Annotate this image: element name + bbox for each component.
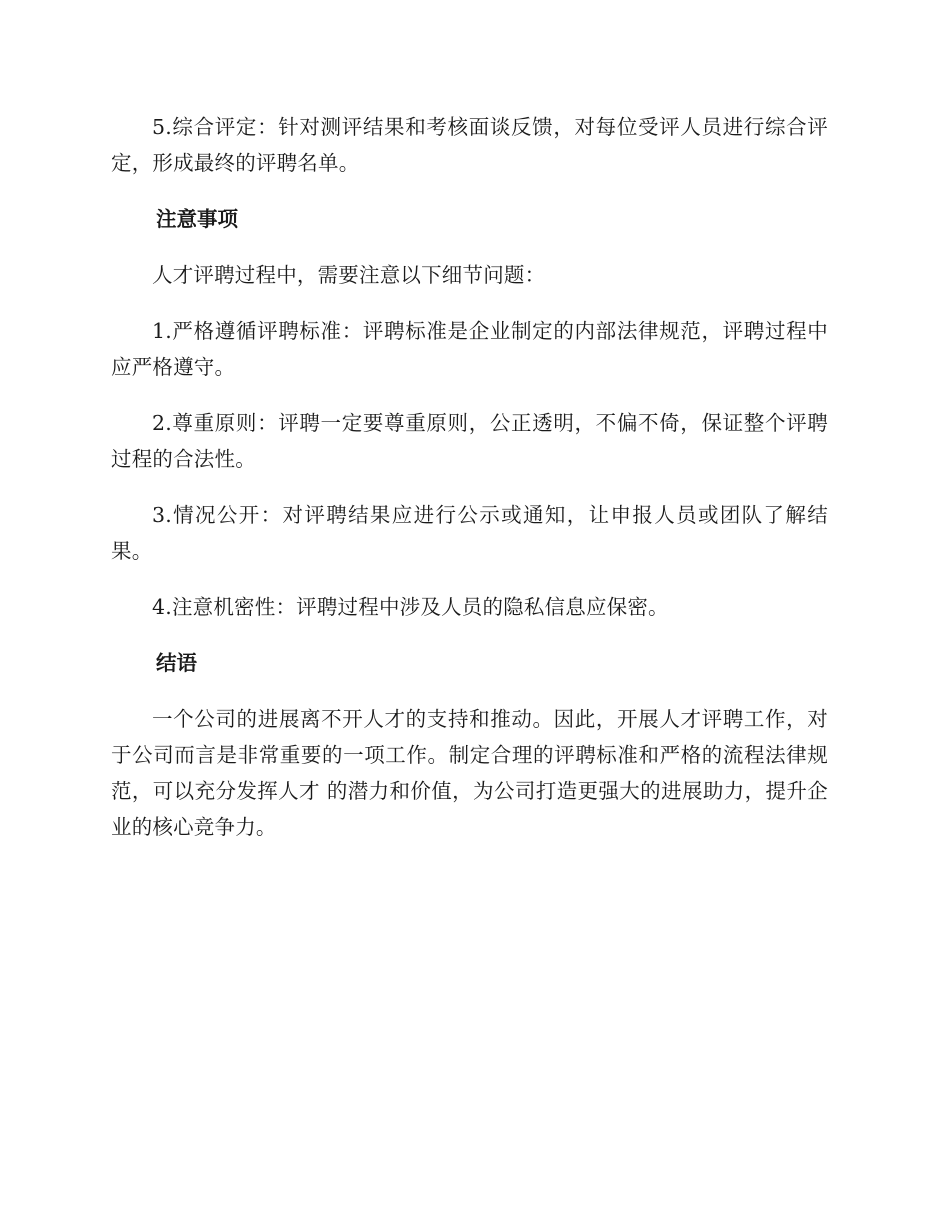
spacer [111,237,828,257]
spacer [111,569,828,589]
paragraph-comprehensive-evaluation: 5.综合评定：针对测评结果和考核面谈反馈，对每位受评人员进行综合评定，形成最终的评聘名单。 [111,115,828,175]
spacer [111,625,828,645]
note-item-1: 1.严格遵循评聘标准：评聘标准是企业制定的内部法律规范，评聘过程中应严格遵守。 [111,319,828,379]
note-item-2: 2.尊重原则：评聘一定要尊重原则，公正透明，不偏不倚，保证整个评聘过程的合法性。 [111,411,828,471]
note-item-4: 4.注意机密性：评聘过程中涉及人员的隐私信息应保密。 [152,595,669,619]
heading-conclusion: 结语 [156,651,197,675]
note-item-3: 3.情况公开：对评聘结果应进行公示或通知，让申报人员或团队了解结果。 [111,503,828,563]
spacer [111,385,828,405]
paragraph-notes-intro: 人才评聘过程中，需要注意以下细节问题： [152,263,546,287]
document-page [111,109,828,845]
spacer [111,181,828,201]
spacer [111,477,828,497]
spacer [111,293,828,313]
paragraph-conclusion: 一个公司的进展离不开人才的支持和推动。因此，开展人才评聘工作，对于公司而言是非常重要的一项工作。制定合理的评聘标准和严格的流程法律规范，可以充分发挥人才 的潜力和价值，为公司打造更强大的进展助力，提升企业的核心竞争力。 [111,707,828,839]
heading-notes: 注意事项 [156,207,238,231]
spacer [111,681,828,701]
